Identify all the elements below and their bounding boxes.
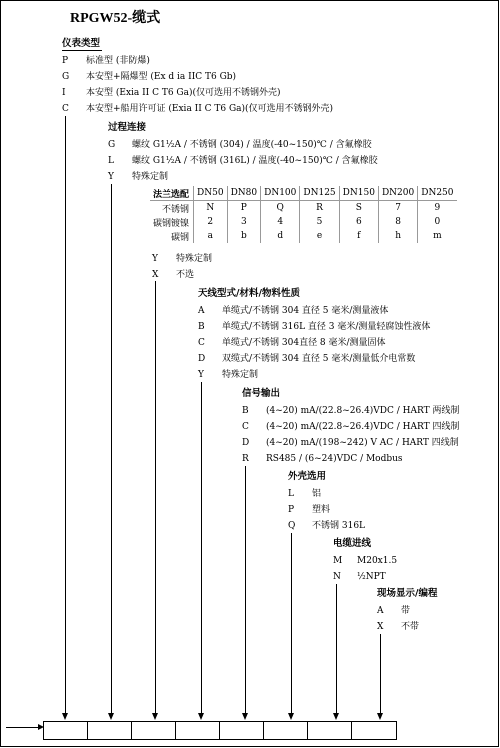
- table-cell: 2: [194, 215, 228, 229]
- table-cell: 8: [378, 215, 417, 229]
- code-box[interactable]: [308, 722, 352, 739]
- table-cell: 3: [227, 215, 261, 229]
- display-option: A 带: [377, 606, 411, 616]
- instrument-option: C 本安型+船用许可证 (Exia II C T6 Ga)(仅可选用不锈钢外壳): [62, 104, 334, 114]
- table-header: DN50: [194, 186, 228, 201]
- housing-option: L 铝: [288, 489, 322, 499]
- instrument-heading: 仪表类型: [62, 38, 101, 49]
- page-title: RPGW52-缆式: [70, 11, 161, 26]
- row-label: 不锈钢: [150, 201, 194, 216]
- table-cell: 4: [261, 215, 300, 229]
- table-header: DN250: [418, 186, 457, 201]
- housing-heading: 外壳选用: [288, 471, 327, 482]
- table-header: DN100: [261, 186, 300, 201]
- table-cell: m: [433, 231, 442, 241]
- process-option: Y 特殊定制: [108, 172, 169, 182]
- table-row: [150, 201, 457, 216]
- cable-option: M M20x1.5: [333, 556, 398, 566]
- antenna-option: C 单缆式/不锈钢 304直径 8 毫米/测量固体: [198, 338, 386, 348]
- table-cell: 0: [434, 217, 441, 227]
- table-cell: S: [339, 201, 378, 216]
- connector-line: [380, 634, 381, 714]
- pointer-line: [6, 727, 39, 728]
- flange-heading: 法兰选配: [150, 186, 194, 201]
- antenna-heading: 天线型式/材料/物料性质: [198, 288, 300, 299]
- table-header: DN200: [378, 186, 417, 201]
- row-label: 碳钢: [150, 229, 194, 243]
- process-heading: 过程连接: [108, 122, 147, 133]
- cable-heading: 电缆进线: [333, 538, 372, 549]
- table-cell: d: [261, 229, 300, 243]
- order-code-boxes: [43, 721, 397, 740]
- display-option: X 不带: [377, 622, 420, 632]
- connector-line: [111, 184, 112, 714]
- arrow-down-icon: [198, 713, 204, 720]
- table-cell: b: [227, 229, 261, 243]
- table-cell: P: [227, 201, 261, 216]
- table-row: [150, 215, 457, 229]
- connector-line: [245, 466, 246, 714]
- table-row: [150, 229, 457, 243]
- row-label: 碳钢镀镍: [150, 215, 194, 229]
- instrument-option: G 本安型+隔爆型 (Ex d ia IIC T6 Gb): [62, 72, 237, 82]
- code-box[interactable]: [88, 722, 132, 739]
- table-header: DN125: [300, 186, 339, 201]
- arrow-down-icon: [333, 713, 339, 720]
- code-box[interactable]: [132, 722, 176, 739]
- process-option: G 螺纹 G1½A / 不锈钢 (304) / 温度(-40~150)℃ / 含氟橡胶: [108, 140, 372, 150]
- antenna-option: Y 特殊定制: [198, 370, 259, 380]
- connector-line: [201, 382, 202, 714]
- code-box[interactable]: [44, 722, 88, 739]
- flange-option: X 不选: [152, 270, 195, 280]
- signal-option: R RS485 / (6~24)VDC / Modbus: [242, 454, 403, 464]
- table-cell: e: [300, 229, 339, 243]
- connector-line: [65, 116, 66, 714]
- table-row: [150, 186, 457, 201]
- table-cell: h: [378, 229, 417, 243]
- arrow-down-icon: [242, 713, 248, 720]
- antenna-option: A 单缆式/不锈钢 304 直径 5 毫米/测量液体: [198, 306, 389, 316]
- antenna-option: B 单缆式/不锈钢 316L 直径 3 毫米/测量轻腐蚀性液体: [198, 322, 431, 332]
- table-cell: 7: [378, 201, 417, 216]
- connector-line: [336, 584, 337, 714]
- housing-option: Q 不锈钢 316L: [288, 521, 366, 531]
- instrument-option: I 本安型 (Exia II C T6 Ga)(仅可选用不锈钢外壳): [62, 88, 281, 98]
- code-box[interactable]: [220, 722, 264, 739]
- antenna-option: D 双缆式/不锈钢 304 直径 5 毫米/测量低介电常数: [198, 354, 416, 364]
- table-header: DN150: [339, 186, 378, 201]
- signal-option: D (4~20) mA/(198~242) V AC / HART 四线制: [242, 438, 459, 448]
- signal-heading: 信号输出: [242, 388, 281, 399]
- code-box[interactable]: [352, 722, 396, 739]
- table-header: DN80: [227, 186, 261, 201]
- signal-option: C (4~20) mA/(22.8~26.4)VDC / HART 四线制: [242, 422, 460, 432]
- signal-option: B (4~20) mA/(22.8~26.4)VDC / HART 两线制: [242, 406, 460, 416]
- display-heading: 现场显示/编程: [377, 588, 438, 599]
- process-option: L 螺纹 G1½A / 不锈钢 (316L) / 温度(-40~150)℃ / 含氟橡胶: [108, 156, 378, 166]
- cable-option: N ½NPT: [333, 572, 386, 582]
- flange-table: [150, 186, 457, 243]
- table-cell: 9: [434, 203, 441, 213]
- table-cell: 5: [300, 215, 339, 229]
- instrument-option: P 标准型 (非防爆): [62, 56, 150, 66]
- section-underline: [62, 50, 102, 51]
- arrow-down-icon: [62, 713, 68, 720]
- table-cell: R: [300, 201, 339, 216]
- table-cell: N: [194, 201, 228, 216]
- arrow-down-icon: [288, 713, 294, 720]
- connector-line: [291, 533, 292, 714]
- arrow-down-icon: [377, 713, 383, 720]
- connector-line: [155, 281, 156, 714]
- code-box[interactable]: [176, 722, 220, 739]
- code-box[interactable]: [264, 722, 308, 739]
- table-cell: a: [194, 229, 228, 243]
- arrow-down-icon: [152, 713, 158, 720]
- arrow-down-icon: [108, 713, 114, 720]
- table-cell: f: [339, 229, 378, 243]
- flange-option: Y 特殊定制: [152, 254, 213, 264]
- table-cell: Q: [261, 201, 300, 216]
- table-cell: 6: [339, 215, 378, 229]
- housing-option: P 塑料: [288, 505, 331, 515]
